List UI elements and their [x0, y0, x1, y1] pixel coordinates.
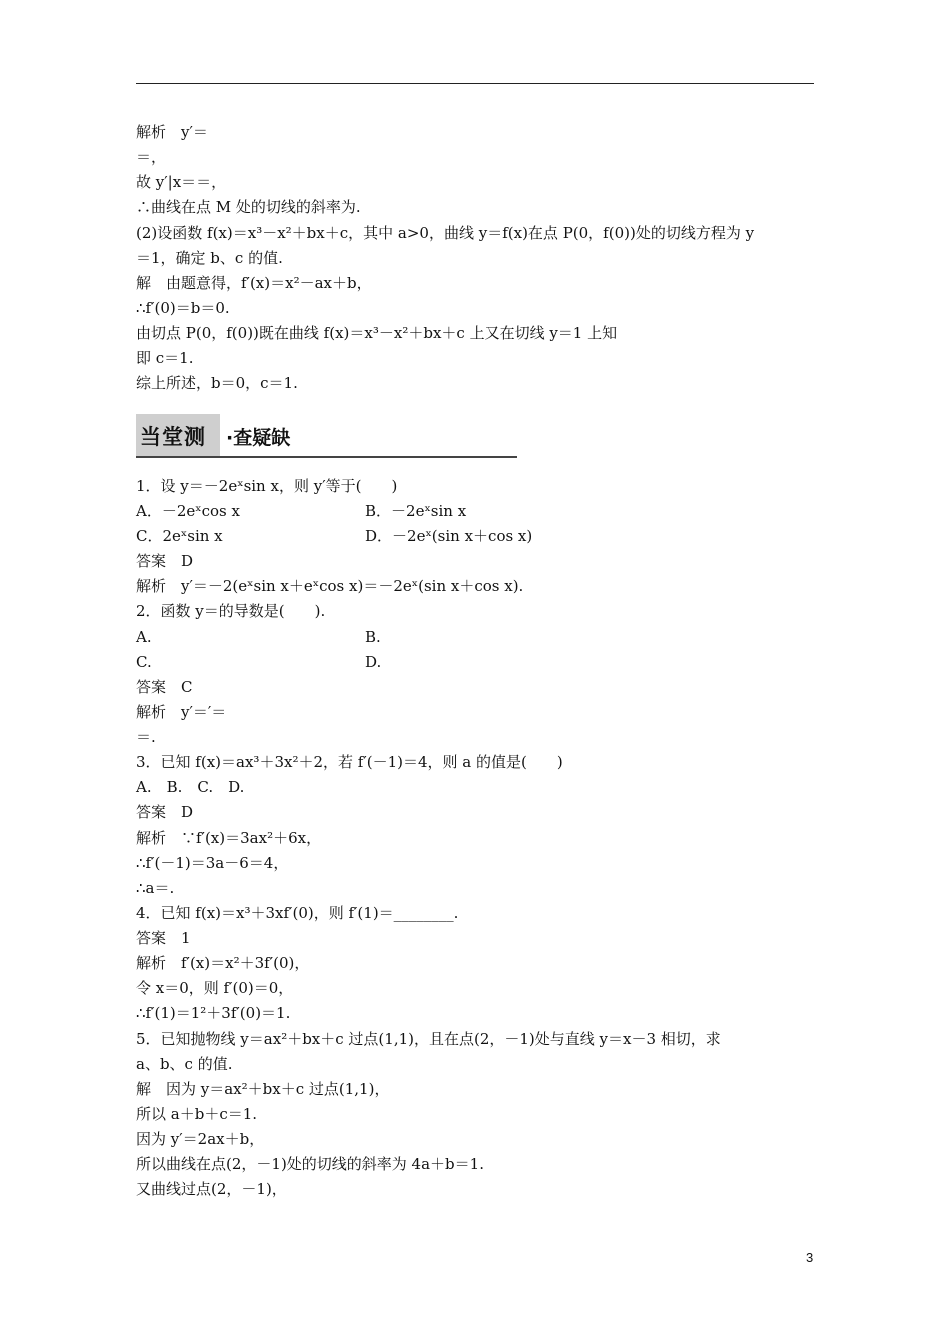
section-banner: [136, 414, 517, 458]
text-line: 故 y′|x＝＝，: [136, 173, 227, 191]
question-1-analysis: 解析 y′＝－2(eˣsin x＋eˣcos x)＝－2eˣ(sin x＋cos x).: [136, 577, 524, 595]
section-title: 当堂测: [140, 425, 206, 449]
text-line: ∴曲线在点 M 处的切线的斜率为.: [136, 198, 361, 216]
question-2-answer: 答案 C: [136, 678, 193, 696]
question-4-stem: 4．已知 f(x)＝x³＋3xf′(0)，则 f′(1)＝________.: [136, 904, 459, 922]
text-line: 综上所述，b＝0，c＝1.: [136, 374, 298, 392]
section-subtitle: ·查疑缺: [226, 427, 291, 449]
question-2-option-c: C.: [136, 653, 152, 671]
question-5-solution: 又曲线过点(2，－1)，: [136, 1180, 287, 1198]
text-line: (2)设函数 f(x)＝x³－x²＋bx＋c，其中 a>0，曲线 y＝f(x)在点 P(0，f(0))处的切线方程为 y: [136, 224, 755, 242]
question-2-analysis-cont: ＝.: [136, 728, 156, 746]
question-2-option-a: A.: [136, 628, 152, 646]
header-rule: [136, 83, 814, 84]
question-5-solution: 所以 a＋b＋c＝1.: [136, 1105, 258, 1123]
text-line: 由切点 P(0，f(0))既在曲线 f(x)＝x³－x²＋bx＋c 上又在切线 y＝1 上知: [136, 324, 618, 342]
question-1-option-c: C．2eˣsin x: [136, 527, 223, 545]
question-3-stem: 3．已知 f(x)＝ax³＋3x²＋2，若 f′(－1)＝4，则 a 的值是( ): [136, 753, 563, 771]
question-3-analysis: 解析 ∵f′(x)＝3ax²＋6x，: [136, 829, 322, 847]
question-3-options: A. B. C. D.: [136, 778, 245, 796]
text-line: ∴f′(0)＝b＝0.: [136, 299, 230, 317]
text-line: 即 c＝1.: [136, 349, 194, 367]
question-4-analysis: ∴f′(1)＝1²＋3f′(0)＝1.: [136, 1004, 291, 1022]
text-line: ＝，: [136, 148, 167, 166]
question-2-stem: 2．函数 y＝的导数是( ).: [136, 602, 326, 620]
question-4-answer: 答案 1: [136, 929, 191, 947]
question-1-option-a: A．－2eˣcos x: [136, 502, 240, 520]
question-5-stem: 5．已知抛物线 y＝ax²＋bx＋c 过点(1,1)，且在点(2，－1)处与直线 y＝x－3 相切，求: [136, 1030, 721, 1048]
question-5-solution: 因为 y′＝2ax＋b，: [136, 1130, 265, 1148]
text-line: 解析 y′＝: [136, 123, 208, 141]
question-1-answer: 答案 D: [136, 552, 194, 570]
question-2-option-b: B.: [365, 628, 381, 646]
question-3-answer: 答案 D: [136, 803, 194, 821]
question-1-option-d: D．－2eˣ(sin x＋cos x): [365, 527, 533, 545]
question-5-stem-cont: a、b、c 的值.: [136, 1055, 233, 1073]
question-1-option-b: B．－2eˣsin x: [365, 502, 467, 520]
question-3-analysis: ∴f′(－1)＝3a－6＝4，: [136, 854, 289, 872]
question-4-analysis: 解析 f′(x)＝x²＋3f′(0)，: [136, 954, 310, 972]
section-rule: [136, 456, 517, 458]
question-1-stem: 1．设 y＝－2eˣsin x，则 y′等于( ): [136, 477, 398, 495]
text-line: ＝1，确定 b、c 的值.: [136, 249, 283, 267]
text-line: 解 由题意得，f′(x)＝x²－ax＋b，: [136, 274, 372, 292]
question-5-solution: 所以曲线在点(2，－1)处的切线的斜率为 4a＋b＝1.: [136, 1155, 484, 1173]
question-2-option-d: D.: [365, 653, 382, 671]
question-2-analysis: 解析 y′＝′＝: [136, 703, 227, 721]
question-3-analysis: ∴a＝.: [136, 879, 175, 897]
question-5-solution: 解 因为 y＝ax²＋bx＋c 过点(1,1)，: [136, 1080, 390, 1098]
question-4-analysis: 令 x＝0，则 f′(0)＝0，: [136, 979, 294, 997]
page-number: 3: [806, 1250, 814, 1265]
